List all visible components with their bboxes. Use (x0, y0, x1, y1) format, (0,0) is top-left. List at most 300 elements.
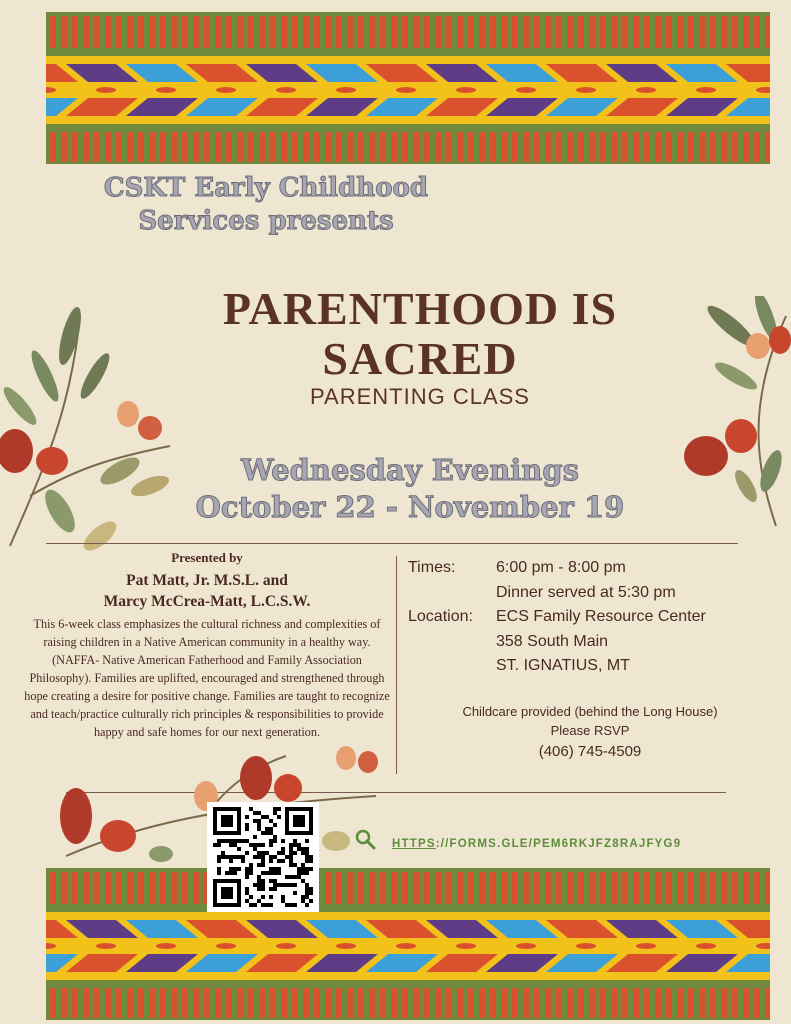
qr-module (261, 859, 265, 863)
qr-module (309, 891, 313, 895)
qr-module (305, 839, 309, 843)
presents-line-2: Services presents (138, 206, 394, 236)
band-stripe (226, 132, 232, 162)
qr-module (273, 879, 277, 883)
band-stripe (622, 16, 628, 48)
qr-module (269, 887, 273, 891)
band-stripe (732, 988, 738, 1018)
band-stripe (303, 16, 309, 48)
band-stripe (358, 988, 364, 1018)
qr-module (297, 843, 301, 847)
link-prefix[interactable]: HTTPS (392, 838, 436, 850)
band-stripe (655, 132, 661, 162)
qr-module (217, 855, 221, 859)
presenter-name-1: Pat Matt, Jr. M.S.L. and (126, 572, 288, 589)
qr-module (281, 839, 285, 843)
qr-module (257, 851, 261, 855)
presents-line-1: CSKT Early Childhood (103, 173, 429, 203)
qr-module (237, 855, 241, 859)
band-stripe (512, 132, 518, 162)
qr-module (261, 879, 265, 883)
qr-module (289, 851, 293, 855)
band-stripe (237, 132, 243, 162)
band-stripe (512, 988, 518, 1018)
qr-module (253, 903, 257, 907)
band-stripe (545, 132, 551, 162)
band-stripe (171, 16, 177, 48)
band-stripe (248, 988, 254, 1018)
band-stripe (721, 132, 727, 162)
band-stripe (402, 988, 408, 1018)
band-stripe (347, 132, 353, 162)
band-stripe (237, 988, 243, 1018)
band-stripe (50, 16, 56, 48)
band-stripe (369, 872, 375, 904)
qr-module (237, 867, 241, 871)
band-stripe (380, 132, 386, 162)
qr-module (301, 871, 305, 875)
qr-module (257, 827, 261, 831)
qr-module (269, 831, 273, 835)
qr-module (269, 839, 273, 843)
qr-module (221, 855, 225, 859)
band-stripe (435, 16, 441, 48)
qr-module (305, 851, 309, 855)
qr-module (253, 835, 257, 839)
qr-module (309, 855, 313, 859)
band-stripe (61, 16, 67, 48)
band-stripe (215, 988, 221, 1018)
band-dot (336, 943, 356, 949)
band-stripe (743, 872, 749, 904)
qr-module (305, 895, 309, 899)
class-description: This 6-week class emphasizes the cultural richness and complexities of raising children in a Native American community in a healthy way. (NAFFA- Native American Fatherhood and Family Association Philosophy). Families are uplifted, encouraged and strengthened through hope creating a desire for positive change. Families are taught to recognize and teach/practice culturally rich principles & responsibilities to provide happy and safe homes for our next generation. (24, 617, 390, 739)
band-stripe (182, 16, 188, 48)
qr-module (269, 871, 273, 875)
bottom-border-pattern (46, 866, 770, 1022)
band-stripe (270, 132, 276, 162)
band-stripe (193, 988, 199, 1018)
dinner-time: Dinner served at 5:30 pm (496, 583, 676, 601)
band-stripe (314, 132, 320, 162)
band-stripe (457, 872, 463, 904)
band-stripe (160, 132, 166, 162)
band-stripe (721, 988, 727, 1018)
rsvp-link[interactable] (392, 838, 681, 850)
presenter-name-2: Marcy McCrea-Matt, L.C.S.W. (103, 593, 311, 610)
qr-module (277, 867, 281, 871)
qr-module (289, 883, 293, 887)
qr-module (269, 843, 273, 847)
band-stripe (105, 132, 111, 162)
band-dot (396, 87, 416, 93)
qr-module (273, 807, 277, 811)
band-stripe (490, 872, 496, 904)
band-dot (396, 943, 416, 949)
band-stripe (710, 988, 716, 1018)
band-stripe (677, 16, 683, 48)
band-stripe (94, 872, 100, 904)
band-stripe (105, 988, 111, 1018)
band-stripe (765, 872, 770, 904)
band-stripe (490, 988, 496, 1018)
band-stripe (666, 872, 672, 904)
band-stripe (721, 872, 727, 904)
qr-module (241, 839, 245, 843)
qr-module (273, 839, 277, 843)
band-stripe (545, 872, 551, 904)
band-stripe (512, 872, 518, 904)
band-stripe (523, 132, 529, 162)
band-stripe (677, 132, 683, 162)
qr-module (273, 883, 277, 887)
band-stripe (688, 988, 694, 1018)
band-stripe (149, 16, 155, 48)
band-dot (636, 87, 656, 93)
band-stripe (655, 872, 661, 904)
qr-module (297, 847, 301, 851)
qr-module (257, 887, 261, 891)
band-stripe (677, 988, 683, 1018)
band-stripe (655, 16, 661, 48)
band-stripe (380, 872, 386, 904)
qr-module (245, 875, 249, 879)
qr-module (285, 883, 289, 887)
band-stripe (413, 872, 419, 904)
band-stripe (171, 132, 177, 162)
band-dot (696, 943, 716, 949)
search-icon (354, 828, 376, 850)
qr-module (265, 903, 269, 907)
location-row (408, 605, 768, 630)
qr-module (241, 855, 245, 859)
location-name: ECS Family Resource Center (496, 608, 706, 626)
band-stripe (160, 872, 166, 904)
band-stripe (259, 988, 265, 1018)
qr-module (305, 887, 309, 891)
qr-module (273, 823, 277, 827)
rosehip-branch-right (676, 296, 791, 536)
band-stripe (578, 16, 584, 48)
divider-vertical (396, 556, 397, 774)
band-stripe (391, 872, 397, 904)
qr-finder (221, 887, 233, 899)
band-stripe (226, 16, 232, 48)
qr-module (305, 891, 309, 895)
qr-module (261, 851, 265, 855)
event-dates (150, 452, 670, 526)
qr-module (289, 875, 293, 879)
qr-module (261, 895, 265, 899)
band-stripe (512, 16, 518, 48)
qr-module (233, 867, 237, 871)
band-stripe (567, 872, 573, 904)
band-stripe (424, 988, 430, 1018)
event-subtitle: PARENTING CLASS (310, 384, 530, 409)
band-stripe (534, 16, 540, 48)
qr-module (229, 843, 233, 847)
band-stripe (358, 872, 364, 904)
qr-module (245, 887, 249, 891)
band-stripe (292, 988, 298, 1018)
band-stripe (699, 988, 705, 1018)
qr-module (265, 871, 269, 875)
band-stripe (391, 988, 397, 1018)
band-stripe (754, 872, 760, 904)
band-stripe (369, 988, 375, 1018)
band-stripe (391, 16, 397, 48)
title-line-1: PARENTHOOD IS (222, 283, 618, 334)
band-stripe (182, 132, 188, 162)
qr-module (257, 883, 261, 887)
qr-module (225, 839, 229, 843)
qr-module (245, 899, 249, 903)
qr-module (261, 855, 265, 859)
band-stripe (600, 872, 606, 904)
band-stripe (72, 132, 78, 162)
band-stripe (105, 16, 111, 48)
band-stripe (281, 132, 287, 162)
band-stripe (534, 132, 540, 162)
times-label: Times: (408, 559, 456, 576)
qr-module (233, 855, 237, 859)
band-stripe (193, 872, 199, 904)
qr-module (293, 883, 297, 887)
band-stripe (468, 16, 474, 48)
band-dot (456, 943, 476, 949)
band-stripe (72, 988, 78, 1018)
qr-module (229, 871, 233, 875)
qr-module (309, 867, 313, 871)
band-stripe (479, 988, 485, 1018)
qr-module (305, 871, 309, 875)
qr-module (249, 871, 253, 875)
band-dot (216, 87, 236, 93)
band-stripe (589, 16, 595, 48)
band-stripe (578, 988, 584, 1018)
band-stripe (116, 988, 122, 1018)
band-stripe (567, 132, 573, 162)
band-stripe (391, 132, 397, 162)
band-stripe (281, 988, 287, 1018)
band-stripe (259, 16, 265, 48)
qr-module (289, 903, 293, 907)
qr-module (217, 871, 221, 875)
qr-module (281, 859, 285, 863)
band-stripe (138, 872, 144, 904)
qr-module (281, 883, 285, 887)
band-stripe (666, 132, 672, 162)
band-stripe (369, 16, 375, 48)
band-stripe (50, 872, 56, 904)
band-stripe (710, 872, 716, 904)
qr-module (221, 851, 225, 855)
qr-module (277, 815, 281, 819)
qr-module (245, 867, 249, 871)
qr-module (245, 827, 249, 831)
qr-module (273, 867, 277, 871)
qr-module (305, 883, 309, 887)
band-stripe (688, 872, 694, 904)
qr-module (257, 875, 261, 879)
band-stripe (413, 988, 419, 1018)
qr-module (253, 855, 257, 859)
band-stripe (732, 872, 738, 904)
band-stripe (611, 988, 617, 1018)
qr-module (305, 859, 309, 863)
presenter-organization (86, 172, 446, 238)
qr-module (257, 843, 261, 847)
band-stripe (556, 988, 562, 1018)
location-label: Location: (408, 608, 473, 626)
qr-module (277, 807, 281, 811)
band-stripe (424, 16, 430, 48)
qr-module (293, 863, 297, 867)
qr-module (217, 843, 221, 847)
band-stripe (248, 132, 254, 162)
event-title (160, 284, 680, 384)
band-stripe (523, 16, 529, 48)
band-stripe (688, 16, 694, 48)
link-path[interactable]: ://FORMS.GLE/PEM6RKJFZ8RAJFYG9 (435, 838, 682, 850)
qr-module (245, 839, 249, 843)
band-dot (216, 943, 236, 949)
band-dot (576, 943, 596, 949)
band-stripe (50, 132, 56, 162)
band-stripe (556, 16, 562, 48)
band-stripe (61, 988, 67, 1018)
band-stripe (325, 988, 331, 1018)
qr-module (269, 855, 273, 859)
band-stripe (457, 16, 463, 48)
band-stripe (699, 16, 705, 48)
qr-module (253, 819, 257, 823)
qr-module (233, 839, 237, 843)
band-stripe (633, 988, 639, 1018)
qr-module (221, 839, 225, 843)
band-stripe (688, 132, 694, 162)
band-stripe (358, 132, 364, 162)
qr-module (265, 851, 269, 855)
qr-module (301, 851, 305, 855)
band-stripe (94, 132, 100, 162)
presented-by-label: Presented by (171, 550, 243, 565)
qr-module (261, 871, 265, 875)
qr-module (301, 867, 305, 871)
qr-module (261, 843, 265, 847)
band-stripe (732, 16, 738, 48)
qr-module (249, 867, 253, 871)
qr-module (225, 855, 229, 859)
address-line-1: 358 South Main (496, 632, 609, 650)
band-stripe (446, 988, 452, 1018)
band-stripe (149, 132, 155, 162)
qr-module (301, 899, 305, 903)
band-stripe (644, 988, 650, 1018)
band-stripe (611, 872, 617, 904)
band-stripe (237, 16, 243, 48)
band-stripe (633, 16, 639, 48)
band-stripe (94, 16, 100, 48)
band-stripe (281, 16, 287, 48)
band-stripe (149, 872, 155, 904)
divider-top (46, 543, 738, 544)
top-border-pattern (46, 8, 770, 166)
band-stripe (270, 16, 276, 48)
qr-module (301, 863, 305, 867)
qr-module (273, 871, 277, 875)
qr-module (269, 827, 273, 831)
qr-module (253, 847, 257, 851)
band-stripe (743, 988, 749, 1018)
rosehip-branch-left (0, 296, 175, 558)
band-dot (96, 87, 116, 93)
band-stripe (534, 988, 540, 1018)
qr-module (309, 899, 313, 903)
band-stripe (127, 132, 133, 162)
band-stripe (171, 988, 177, 1018)
band-stripe (127, 988, 133, 1018)
qr-module (305, 855, 309, 859)
band-stripe (83, 132, 89, 162)
band-stripe (534, 872, 540, 904)
childcare-section (430, 702, 750, 764)
band-stripe (556, 872, 562, 904)
qr-module (277, 883, 281, 887)
qr-code[interactable] (207, 802, 319, 912)
band-stripe (468, 132, 474, 162)
band-stripe (61, 872, 67, 904)
band-stripe (402, 872, 408, 904)
qr-module (261, 831, 265, 835)
qr-module (257, 863, 261, 867)
band-stripe (83, 16, 89, 48)
band-stripe (457, 988, 463, 1018)
qr-module (265, 831, 269, 835)
band-stripe (138, 988, 144, 1018)
qr-module (261, 863, 265, 867)
qr-module (281, 847, 285, 851)
band-stripe (699, 132, 705, 162)
band-stripe (116, 16, 122, 48)
band-stripe (490, 132, 496, 162)
qr-module (305, 903, 309, 907)
rsvp-text: Please RSVP (550, 723, 630, 738)
band-stripe (765, 988, 770, 1018)
qr-module (217, 859, 221, 863)
band-stripe (435, 872, 441, 904)
band-stripe (545, 16, 551, 48)
band-stripe (50, 988, 56, 1018)
band-dot (276, 943, 296, 949)
qr-module (293, 875, 297, 879)
qr-module (293, 891, 297, 895)
band-stripe (765, 132, 770, 162)
qr-module (269, 895, 273, 899)
qr-module (257, 819, 261, 823)
qr-module (305, 847, 309, 851)
band-stripe (589, 988, 595, 1018)
qr-module (237, 839, 241, 843)
band-dot (276, 87, 296, 93)
qr-module (281, 851, 285, 855)
times-value: 6:00 pm - 8:00 pm (496, 559, 626, 576)
band-stripe (644, 872, 650, 904)
qr-module (293, 903, 297, 907)
band-stripe (501, 988, 507, 1018)
band-stripe (446, 132, 452, 162)
phone-number[interactable]: (406) 745-4509 (538, 743, 642, 760)
